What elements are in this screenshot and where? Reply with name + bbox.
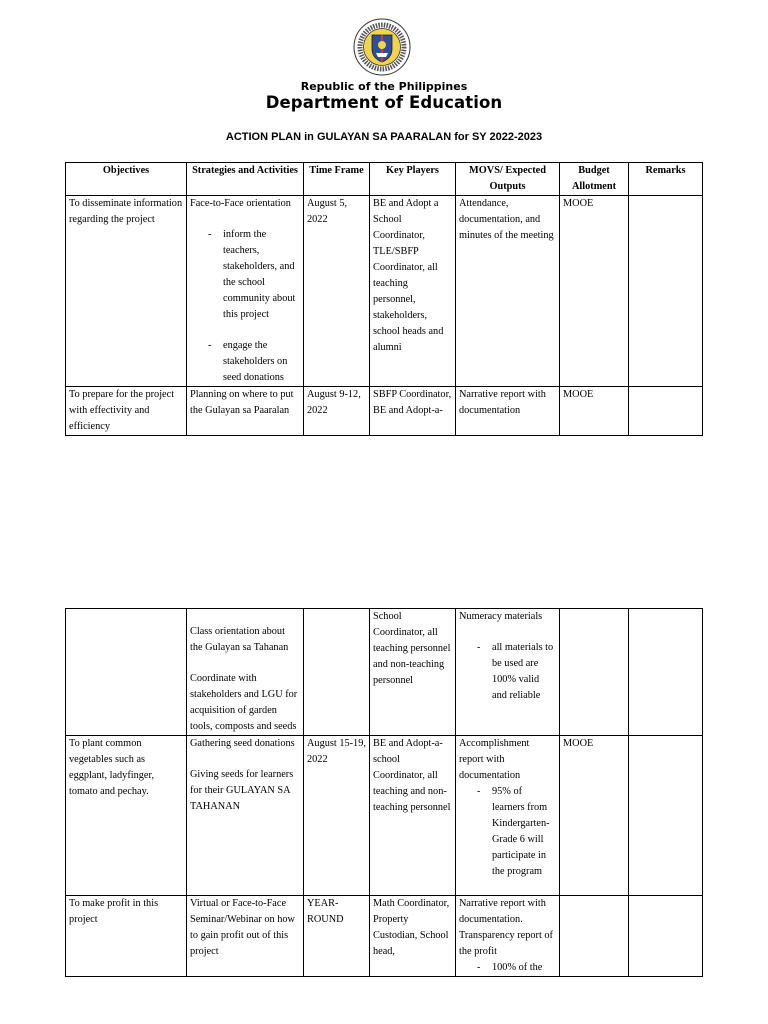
strategy-cell	[187, 736, 304, 896]
strategy-cell	[187, 196, 304, 387]
strategy-text: Giving seeds for learners for their GULAYAN SA TAHANAN	[190, 769, 294, 812]
department-heading: Department of Education	[265, 93, 503, 112]
budget-cell: MOOE	[560, 196, 629, 387]
budget-cell: MOOE	[560, 387, 629, 436]
timeframe-cell: August 9-12, 2022	[304, 387, 370, 436]
header-key-players: Key Players	[370, 163, 456, 196]
strategy-text: Coordinate with stakeholders and LGU for acquisition of garden tools, composts and seeds	[190, 673, 298, 732]
strategy-text: Face-to-Face orientation	[190, 198, 291, 209]
remarks-cell	[629, 196, 703, 387]
list-item: - 100% of the	[459, 960, 556, 976]
header-time-frame: Time Frame	[304, 163, 370, 196]
strategy-cell	[187, 609, 304, 736]
table-row	[66, 387, 703, 436]
movs-cell	[456, 896, 560, 977]
table-row	[66, 896, 703, 977]
timeframe-cell: YEAR-ROUND	[304, 896, 370, 977]
objective-cell: To make profit in this project	[66, 896, 187, 977]
header-movs: MOVS/ Expected Outputs	[456, 163, 560, 196]
strategy-text: Class orientation about the Gulayan sa Tahanan	[190, 626, 289, 653]
action-plan-table-page2	[65, 608, 703, 977]
movs-bullet-list	[459, 784, 556, 880]
movs-text: Narrative report with documentation. Transparency report of the profit	[459, 898, 553, 957]
movs-text: Accomplishment report with documentation	[459, 738, 530, 781]
header-strategies: Strategies and Activities	[187, 163, 304, 196]
republic-heading: Republic of the Philippines	[300, 80, 468, 93]
key-players-cell: BE and Adopt-a-school Coordinator, all teaching and non-teaching personnel	[370, 736, 456, 896]
remarks-cell	[629, 387, 703, 436]
movs-cell	[456, 736, 560, 896]
table-header-row	[66, 163, 703, 196]
header-budget: Budget Allotment	[560, 163, 629, 196]
timeframe-cell	[304, 609, 370, 736]
movs-cell: Attendance, documentation, and minutes of the meeting	[456, 196, 560, 387]
table-row	[66, 736, 703, 896]
objective-cell: To prepare for the project with effectivity and efficiency	[66, 387, 187, 436]
objective-cell: To plant common vegetables such as eggplant, ladyfinger, tomato and pechay.	[66, 736, 187, 896]
action-plan-table-page1	[65, 162, 703, 436]
key-players-cell: SBFP Coordinator, BE and Adopt-a-	[370, 387, 456, 436]
deped-seal-logo	[353, 18, 411, 76]
budget-cell	[560, 896, 629, 977]
budget-cell	[560, 609, 629, 736]
strategy-text: Gathering seed donations	[190, 738, 295, 749]
key-players-cell: Math Coordinator, Property Custodian, School head,	[370, 896, 456, 977]
list-item: - inform the teachers, stakeholders, and the school community about this project	[190, 227, 300, 323]
header-objectives: Objectives	[66, 163, 187, 196]
movs-bullet-list	[459, 640, 556, 704]
movs-bullet-list	[459, 960, 556, 976]
strategy-cell: Planning on where to put the Gulayan sa Paaralan	[187, 387, 304, 436]
strategy-cell: Virtual or Face-to-Face Seminar/Webinar on how to gain profit out of this project	[187, 896, 304, 977]
timeframe-cell: August 5, 2022	[304, 196, 370, 387]
movs-cell	[456, 609, 560, 736]
remarks-cell	[629, 609, 703, 736]
remarks-cell	[629, 736, 703, 896]
timeframe-cell: August 15-19, 2022	[304, 736, 370, 896]
action-plan-title: ACTION PLAN in GULAYAN SA PAARALAN for SY 2022-2023	[225, 131, 543, 143]
budget-cell: MOOE	[560, 736, 629, 896]
key-players-cell: School Coordinator, all teaching personnel and non-teaching personnel	[370, 609, 456, 736]
objective-cell: To disseminate information regarding the project	[66, 196, 187, 387]
remarks-cell	[629, 896, 703, 977]
strategy-bullet-list	[190, 227, 300, 323]
movs-cell: Narrative report with documentation	[456, 387, 560, 436]
table-row	[66, 196, 703, 387]
list-item: - 95% of learners from Kindergarten-Grade 6 will participate in the program	[459, 784, 556, 880]
objective-cell	[66, 609, 187, 736]
table-row	[66, 609, 703, 736]
list-item: - engage the stakeholders on seed donations	[190, 338, 300, 386]
list-item: - all materials to be used are 100% valid and reliable	[459, 640, 556, 704]
header-remarks: Remarks	[629, 163, 703, 196]
strategy-bullet-list	[190, 338, 300, 386]
key-players-cell: BE and Adopt a School Coordinator, TLE/SBFP Coordinator, all teaching personnel, stakeholders, school heads and alumni	[370, 196, 456, 387]
movs-text: Numeracy materials	[459, 611, 543, 622]
